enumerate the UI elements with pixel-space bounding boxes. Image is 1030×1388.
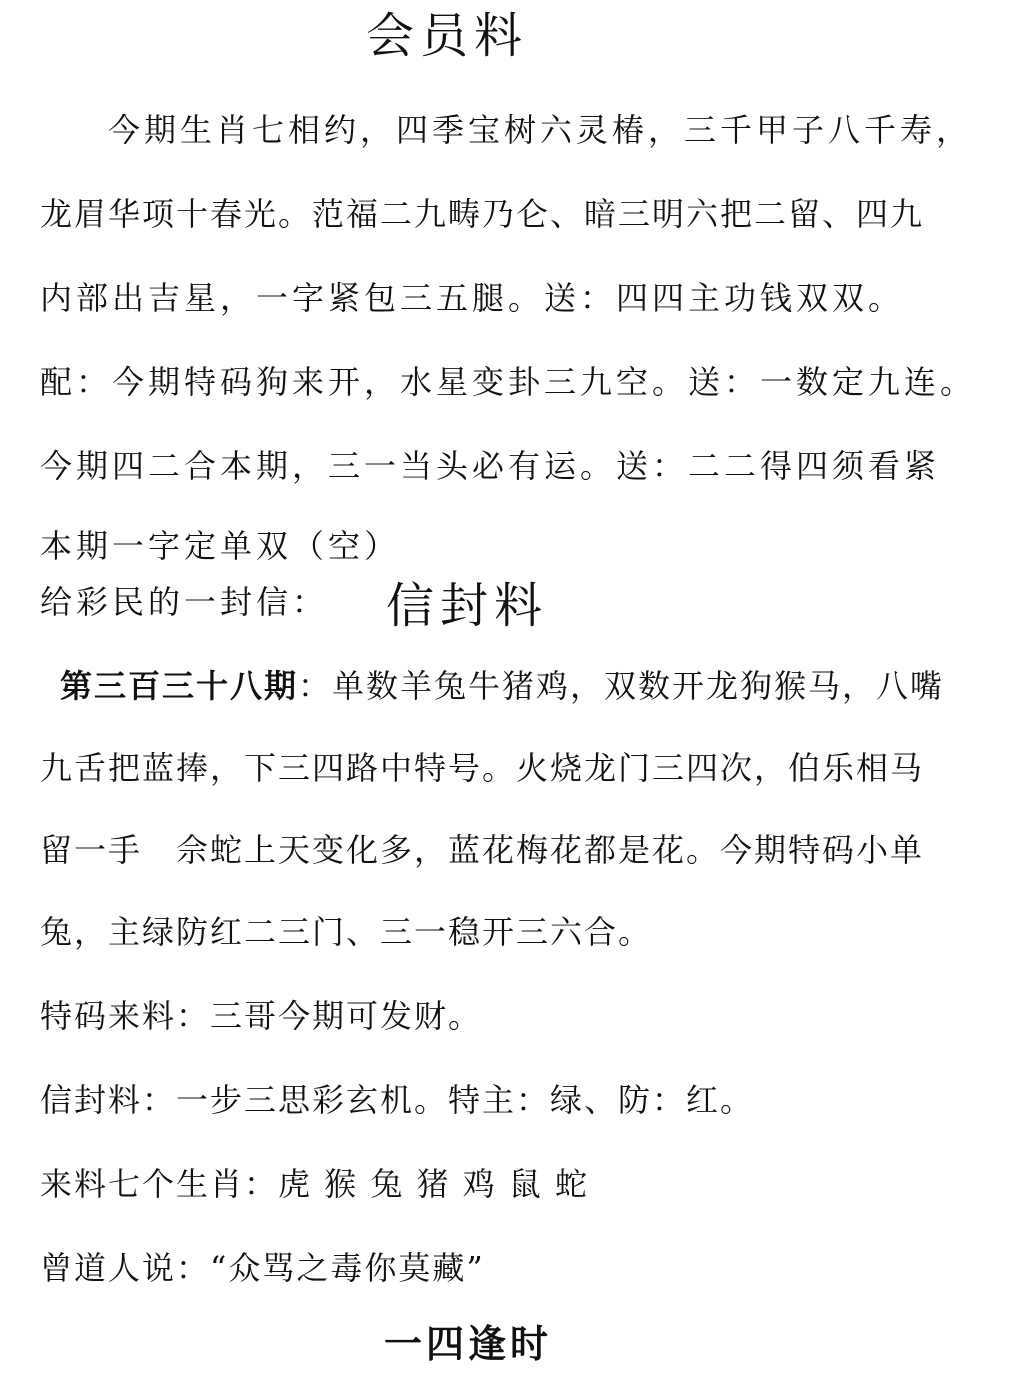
section2-line-2: 九舌把蓝捧，下三四路中特号。火烧龙门三四次，伯乐相马 (40, 749, 925, 787)
period-text: ：单数羊兔牛猪鸡，双数开龙狗猴马，八嘴 (298, 667, 945, 705)
section1-line-6: 本期一字定单双（空） (40, 527, 401, 565)
section1-line-2: 龙眉华项十春光。范福二九畴乃仑、暗三明六把二留、四九 (40, 195, 925, 233)
section2-line-1 (60, 666, 944, 706)
section2-line-3: 留一手 佘蛇上天变化多，蓝花梅花都是花。今期特码小单 (40, 831, 925, 869)
section1-line-1: 今期生肖七相约，四季宝树六灵椿，三千甲子八千寿， (108, 111, 973, 149)
section2-line-6: 信封料：一步三思彩玄机。特主：绿、防：红。 (40, 1081, 755, 1119)
section2-line-5: 特码来料：三哥今期可发财。 (40, 997, 483, 1035)
section1-line-3: 内部出吉星，一字紧包三五腿。送：四四主功钱双双。 (40, 279, 905, 317)
section2-line-4: 兔，主绿防红二三门、三一稳开三六合。 (40, 913, 653, 951)
section1-line-4: 配：今期特码狗来开，水星变卦三九空。送：一数定九连。 (40, 363, 977, 401)
section2-title: 信封料 (386, 578, 549, 634)
footer-title: 一四逢时 (384, 1321, 553, 1366)
section2-intro: 给彩民的一封信： (40, 583, 329, 621)
section2-line-7: 来料七个生肖：虎 猴 兔 猪 鸡 鼠 蛇 (40, 1165, 590, 1203)
period-label: 第三百三十八期 (60, 667, 299, 705)
section1-line-5: 今期四二合本期，三一当头必有运。送：二二得四须看紧 (40, 447, 941, 485)
section1-title: 会员料 (366, 8, 529, 64)
section2-line-8: 曾道人说：“众骂之毒你莫藏” (40, 1249, 485, 1287)
